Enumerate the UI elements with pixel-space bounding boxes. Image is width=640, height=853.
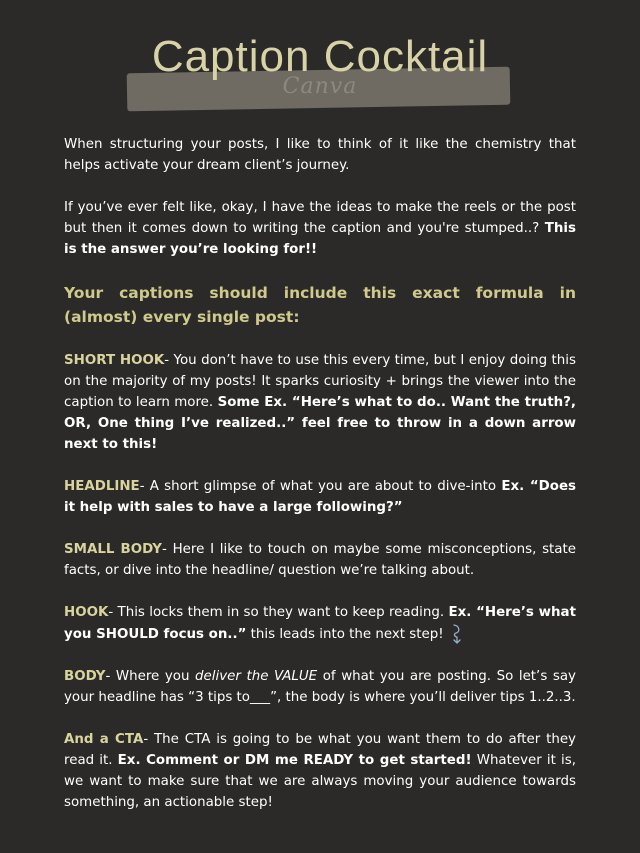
cta-bold: Ex. Comment or DM me READY to get started! [117, 753, 472, 768]
title-watermark: Canva [282, 74, 358, 99]
short-hook-label: SHORT HOOK [64, 353, 165, 368]
short-hook-bold: Some Ex. “Here’s what to do.. Want the truth?, OR, One thing I’ve realized..” feel free to throw in a down arrow next to this! [64, 395, 576, 452]
page-title: Caption Cocktail [151, 32, 489, 81]
intro-paragraph-2 [64, 197, 576, 260]
body-text: - Where you [105, 669, 196, 684]
intro-paragraph-1: When structuring your posts, I like to think of it like the chemistry that helps activate your dream client’s journey. [64, 137, 576, 173]
headline-bold: Ex. “Does it help with sales to have a large following?” [64, 479, 577, 515]
body-text-2: of what you are posting. So let’s say your headline has “3 tips to___”, the body is where you’ll deliver tips 1..2..3. [64, 669, 576, 705]
short-hook-text: - You don’t have to use this every time, but I enjoy doing this on the majority of my posts! It sparks curiosity + brings the viewer into the caption to learn more. [64, 353, 576, 410]
intro-bold-text: This is the answer you’re looking for!! [64, 221, 576, 257]
section-small-body [64, 539, 576, 581]
body-label: BODY [64, 669, 106, 684]
hook-text-2: this leads into the next step! [246, 627, 444, 642]
small-body-text: - Here I like to touch on maybe some misconceptions, state facts, or dive into the headline/ question we’re talking about. [64, 542, 576, 578]
small-body-label: SMALL BODY [64, 542, 162, 557]
section-headline [64, 476, 576, 518]
cta-label: And a CTA [64, 732, 144, 747]
title-area [0, 30, 640, 110]
main-content [64, 134, 576, 834]
formula-heading: Your captions should include this exact formula in (almost) every single post: [64, 284, 576, 326]
hand-drawn-down-arrow-icon [450, 623, 464, 645]
intro-text: If you’ve ever felt like, okay, I have the ideas to make the reels or the post but then it comes down to writing the caption and you're stumped..? [64, 200, 576, 236]
section-body [64, 666, 576, 708]
body-italic: deliver the VALUE [195, 669, 318, 684]
hook-label: HOOK [64, 605, 109, 620]
cta-text-2: Whatever it is, we want to make sure that we are always moving your audience towards something, an actionable step! [64, 753, 576, 810]
hook-text: - This locks them in so they want to keep reading. [108, 605, 449, 620]
headline-label: HEADLINE [64, 479, 140, 494]
section-short-hook [64, 350, 576, 455]
section-hook [64, 602, 576, 645]
section-cta [64, 729, 576, 813]
hook-bold: Ex. “Here’s what you SHOULD focus on..” [64, 605, 576, 642]
headline-text: - A short glimpse of what you are about to dive-into [139, 479, 502, 494]
cta-text: - The CTA is going to be what you want them to do after they read it. [64, 732, 576, 768]
